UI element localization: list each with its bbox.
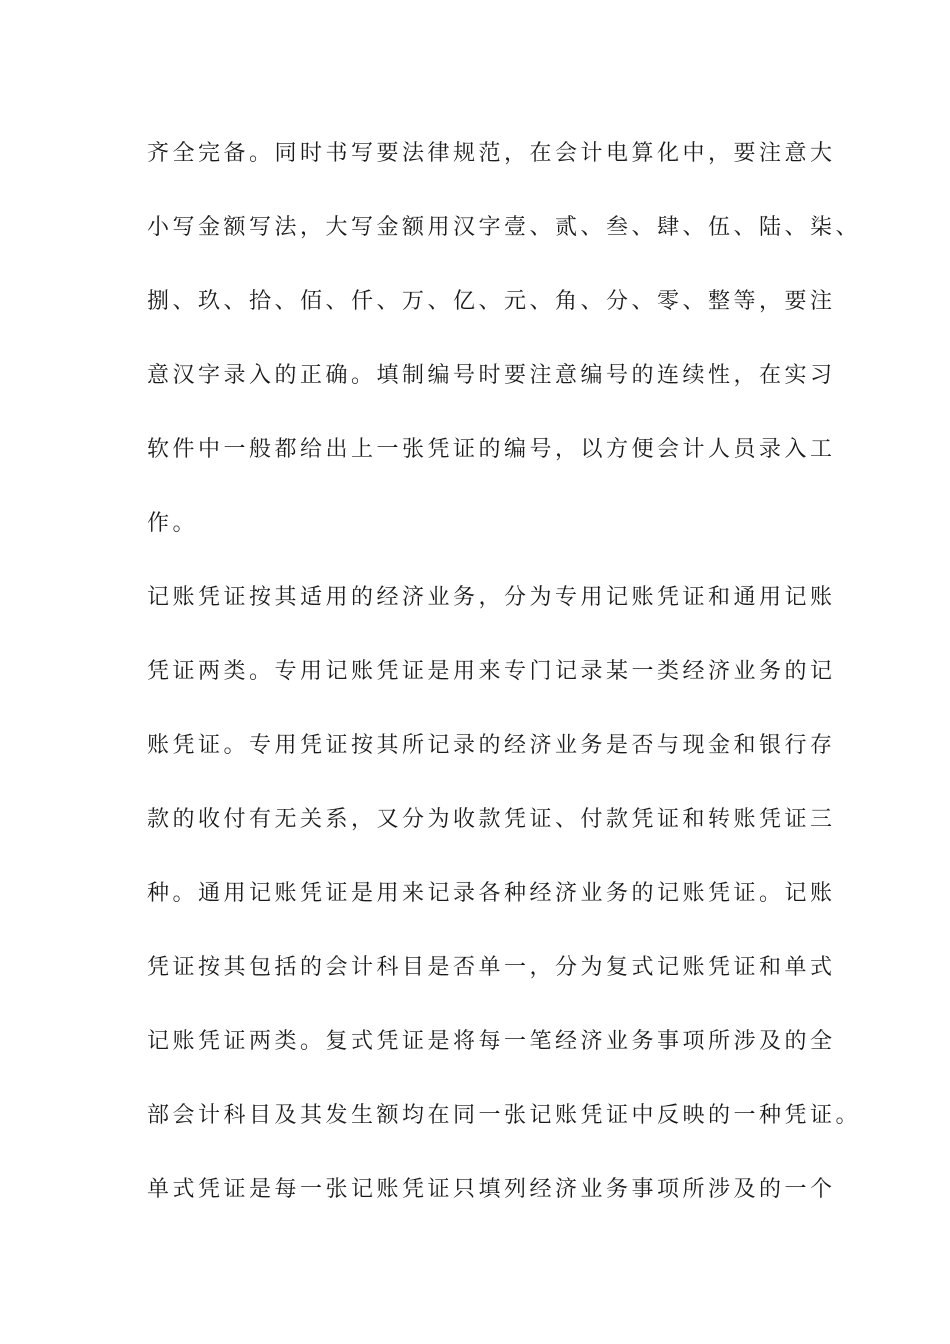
text-line: 种。通用记账凭证是用来记录各种经济业务的记账凭证。记账 (147, 881, 836, 906)
text-line: 款的收付有无关系，又分为收款凭证、付款凭证和转账凭证三 (147, 807, 836, 832)
text-line: 记账凭证两类。复式凭证是将每一笔经济业务事项所涉及的全 (147, 1029, 836, 1054)
text-line: 凭证按其包括的会计科目是否单一，分为复式记账凭证和单式 (147, 955, 836, 980)
text-line: 齐全完备。同时书写要法律规范，在会计电算化中，要注意大 (147, 141, 836, 166)
text-line: 部会计科目及其发生额均在同一张记账凭证中反映的一种凭证。 (147, 1103, 862, 1128)
text-line: 记账凭证按其适用的经济业务，分为专用记账凭证和通用记账 (147, 585, 836, 610)
text-line: 捌、玖、拾、佰、仟、万、亿、元、角、分、零、整等，要注 (147, 289, 836, 314)
text-line: 软件中一般都给出上一张凭证的编号，以方便会计人员录入工 (147, 437, 836, 462)
text-line: 意汉字录入的正确。填制编号时要注意编号的连续性，在实习 (147, 363, 836, 388)
text-line: 账凭证。专用凭证按其所记录的经济业务是否与现金和银行存 (147, 733, 836, 758)
text-line: 凭证两类。专用记账凭证是用来专门记录某一类经济业务的记 (147, 659, 836, 684)
text-line: 小写金额写法，大写金额用汉字壹、贰、叁、肆、伍、陆、柒、 (147, 215, 862, 240)
text-line: 作。 (147, 511, 199, 536)
text-line: 单式凭证是每一张记账凭证只填列经济业务事项所涉及的一个 (147, 1177, 836, 1202)
